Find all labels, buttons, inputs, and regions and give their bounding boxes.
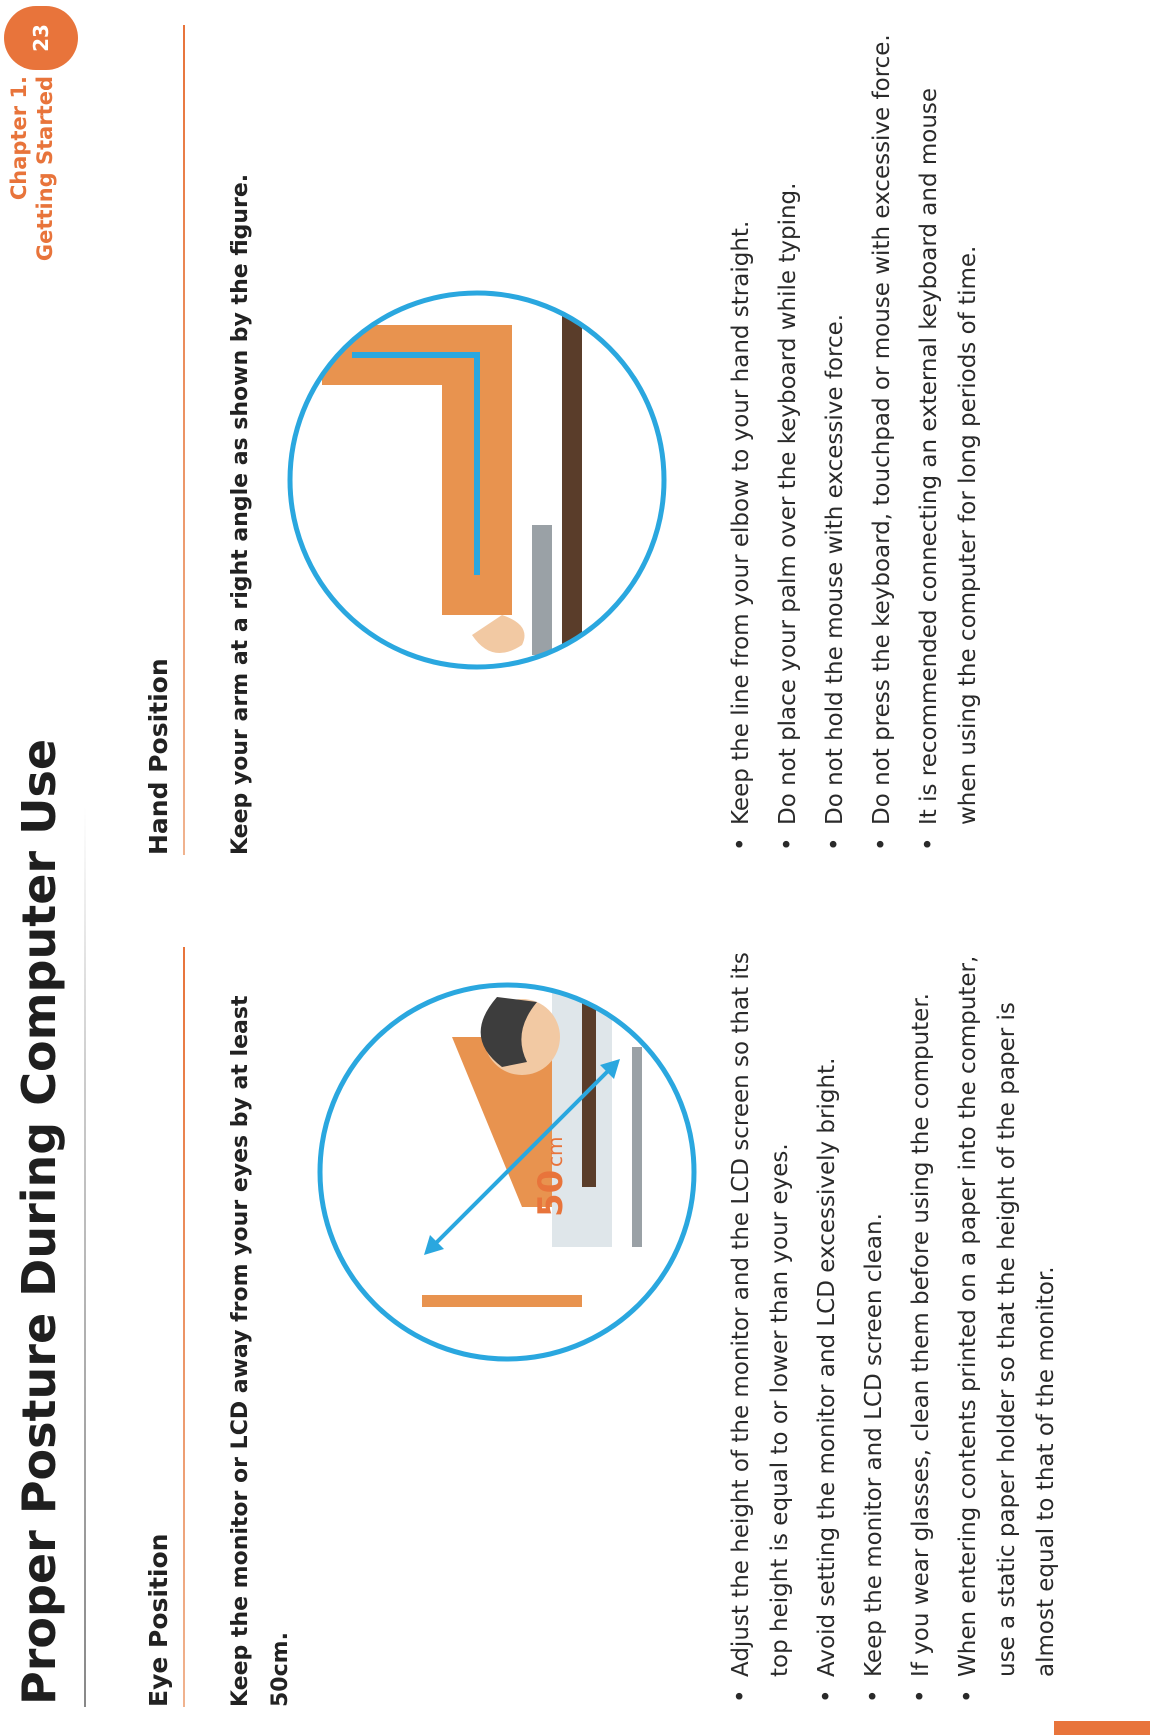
title-rule [84, 807, 86, 1707]
list-item: • Keep the line from your elbow to your hand straight. [722, 25, 761, 825]
section-rule [183, 25, 185, 855]
list-item: • Do not press the keyboard, touchpad or mouse with excessive force. [863, 25, 902, 825]
list-item: • If you wear glasses, clean them before using the computer. [902, 937, 941, 1677]
accent-bar [1054, 1721, 1150, 1735]
distance-unit: cm [543, 1136, 567, 1167]
hand-angle-illustration [282, 285, 672, 675]
list-item: • When entering contents printed on a paper into the computer, use a static paper holder so that the height of the paper is almost equal to that of the monitor. [949, 937, 1066, 1677]
eye-position-section [132, 927, 1142, 1707]
page-number-badge: 23 [4, 6, 78, 70]
list-item: • Adjust the height of the monitor and the LCD screen so that its top height is equal to or lower than your eyes. [722, 937, 800, 1677]
section-rule [183, 947, 185, 1707]
distance-number: 50 [531, 1169, 571, 1217]
eye-position-instruction: Keep the monitor or LCD away from your eyes by at least 50cm. [228, 995, 293, 1707]
list-item: • Do not place your palm over the keyboard while typing. [769, 25, 808, 825]
chapter-label: Chapter 1. [7, 76, 31, 201]
list-item: • It is recommended connecting an external keyboard and mouse when using the computer for long periods of time. [910, 25, 988, 825]
chapter-name: Getting Started [33, 76, 57, 262]
eye-distance-illustration [312, 977, 702, 1367]
chapter-header [6, 76, 58, 261]
list-item: • Keep the monitor and LCD screen clean. [855, 937, 894, 1677]
eye-position-heading: Eye Position [144, 1533, 173, 1707]
eye-tips-list [722, 937, 1074, 1707]
page-title: Proper Posture During Computer Use [12, 738, 66, 1705]
hand-position-heading: Hand Position [144, 658, 173, 855]
list-item: • Do not hold the mouse with excessive force. [816, 25, 855, 825]
list-item: • Avoid setting the monitor and LCD excessively bright. [808, 937, 847, 1677]
hand-position-section [132, 25, 1142, 855]
hand-position-instruction: Keep your arm at a right angle as shown by the figure. [228, 173, 253, 855]
hand-tips-list [722, 25, 996, 855]
